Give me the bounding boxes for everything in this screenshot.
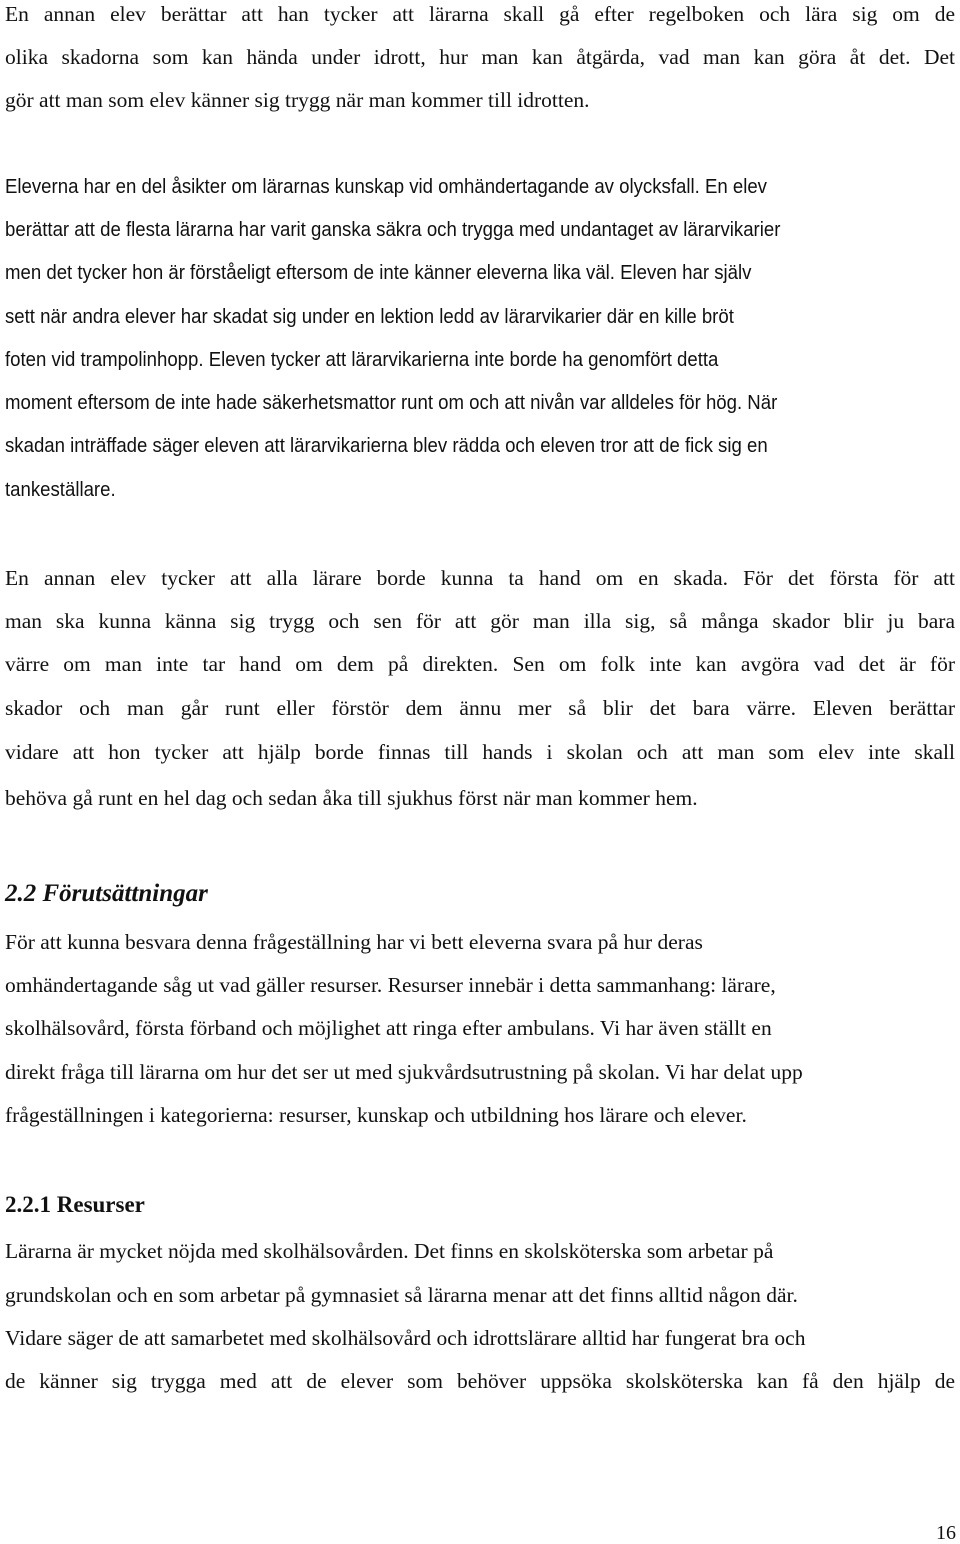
page-number: 16 (936, 1522, 956, 1544)
paragraph-4-line-5: frågeställningen i kategorierna: resurser, kunskap och utbildning hos lärare och elever. (5, 1103, 747, 1127)
paragraph-4-line-2: omhändertagande såg ut vad gäller resurser. Resurser innebär i detta sammanhang: lärare, (5, 973, 776, 997)
paragraph-2-line-6: moment eftersom de inte hade säkerhetsmattor runt om och att nivån var alldeles för hög. När (5, 392, 778, 414)
paragraph-1-line-1: En annan elev berättar att han tycker att lärarna skall gå efter regelboken och lära sig om de (5, 2, 955, 26)
paragraph-1-line-2: olika skadorna som kan hända under idrott, hur man kan åtgärda, vad man kan göra åt det. Det (5, 45, 955, 69)
paragraph-4-line-4: direkt fråga till lärarna om hur det ser ut med sjukvårdsutrustning på skolan. Vi har delat upp (5, 1060, 803, 1084)
section-heading-2-2-1: 2.2.1 Resurser (5, 1192, 145, 1217)
paragraph-2-line-5: foten vid trampolinhopp. Eleven tycker att lärarvikarierna inte borde ha genomfört detta (5, 349, 719, 371)
paragraph-3-line-1: En annan elev tycker att alla lärare borde kunna ta hand om en skada. För det första för att (5, 566, 955, 590)
paragraph-3-line-5: vidare att hon tycker att hjälp borde finnas till hands i skolan och att man som elev inte skall (5, 740, 955, 764)
paragraph-4-line-1: För att kunna besvara denna frågeställning har vi bett eleverna svara på hur deras (5, 930, 703, 954)
paragraph-4-line-3: skolhälsovård, första förband och möjlighet att ringa efter ambulans. Vi har även ställt en (5, 1016, 772, 1040)
paragraph-3-line-6: behöva gå runt en hel dag och sedan åka till sjukhus först när man kommer hem. (5, 786, 698, 810)
paragraph-5-line-2: grundskolan och en som arbetar på gymnasiet så lärarna menar att det finns alltid någon där. (5, 1283, 798, 1307)
paragraph-5-line-1: Lärarna är mycket nöjda med skolhälsovården. Det finns en skolsköterska som arbetar på (5, 1239, 774, 1263)
paragraph-2-line-2: berättar att de flesta lärarna har varit ganska säkra och trygga med undantaget av lärarvikarier (5, 219, 781, 241)
paragraph-2-line-3: men det tycker hon är förståeligt eftersom de inte känner eleverna lika väl. Eleven har själv (5, 262, 752, 284)
paragraph-1-line-3: gör att man som elev känner sig trygg när man kommer till idrotten. (5, 88, 590, 112)
paragraph-2-line-8: tankeställare. (5, 479, 116, 501)
paragraph-3-line-2: man ska kunna känna sig trygg och sen för att gör man illa sig, så många skador blir ju bara (5, 609, 955, 633)
paragraph-5-line-4: de känner sig trygga med att de elever som behöver uppsöka skolsköterska kan få den hjälp de (5, 1369, 955, 1393)
paragraph-3-line-3: värre om man inte tar hand om dem på direkten. Sen om folk inte kan avgöra vad det är för (5, 652, 955, 676)
paragraph-2-line-4: sett när andra elever har skadat sig under en lektion ledd av lärarvikarier där en kille bröt (5, 306, 734, 328)
paragraph-5-line-3: Vidare säger de att samarbetet med skolhälsovård och idrottslärare alltid har fungerat bra och (5, 1326, 806, 1350)
section-heading-2-2: 2.2 Förutsättningar (5, 880, 208, 907)
paragraph-2-line-1: Eleverna har en del åsikter om lärarnas kunskap vid omhändertagande av olycksfall. En elev (5, 176, 767, 198)
paragraph-3-line-4: skador och man går runt eller förstör dem ännu mer så blir det bara värre. Eleven berättar (5, 696, 955, 720)
paragraph-2-line-7: skadan inträffade säger eleven att lärarvikarierna blev rädda och eleven tror att de fick sig en (5, 435, 768, 457)
